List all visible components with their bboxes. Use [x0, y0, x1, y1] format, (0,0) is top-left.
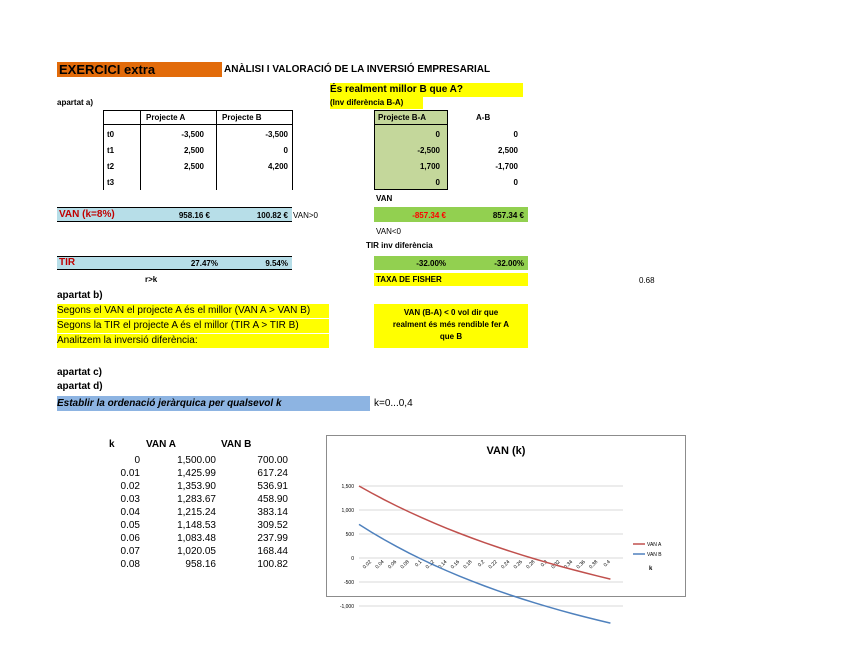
k-range: k=0...0,4	[374, 398, 413, 409]
van-compare: VAN>0	[293, 211, 318, 220]
x-tick-label: 0.16	[449, 559, 461, 571]
x-tick-label: 0.06	[387, 559, 399, 571]
legend-label: VAN A	[647, 542, 662, 548]
apartat-b-line2: Segons la TIR el projecte A és el millor (TIR A > TIR B)	[57, 319, 329, 333]
x-tick-label: 0.4	[602, 559, 612, 569]
question-sub: (Inv diferència B-A)	[330, 97, 423, 109]
rk-label: r>k	[145, 275, 158, 284]
x-tick-label: 0.12	[424, 559, 436, 571]
van-a-cell: 1,500.00	[177, 455, 216, 466]
van-b: 100.82 €	[256, 211, 288, 220]
k-cell: 0.07	[120, 546, 140, 557]
cell-ab: 2,500	[497, 146, 518, 155]
cell-a: 2,500	[183, 162, 204, 171]
k-cell: 0.01	[120, 468, 140, 479]
van-b-cell: 100.82	[257, 559, 288, 570]
van-a: 958.16 €	[178, 211, 210, 220]
k-cell: 0.08	[120, 559, 140, 570]
chart-title: VAN (k)	[486, 445, 526, 457]
van-b-cell: 700.00	[257, 455, 288, 466]
van-b-cell: 383.14	[257, 507, 288, 518]
k-header: k	[109, 439, 115, 450]
section-title: ANÀLISI I VALORACIÓ DE LA INVERSIÓ EMPRESARIAL	[224, 64, 491, 75]
y-tick-label: -1,000	[339, 604, 354, 610]
cell-b: 4,200	[267, 162, 288, 171]
van-a-cell: 958.16	[185, 559, 216, 570]
van-b-cell: 458.90	[257, 494, 288, 505]
row-label: t1	[107, 146, 115, 155]
van-a-cell: 1,083.48	[177, 533, 216, 544]
cell-ab: 0	[513, 178, 518, 187]
cell-ba: 0	[435, 178, 440, 187]
van-label: VAN (k=8%)	[59, 209, 115, 220]
legend-label: VAN B	[647, 552, 662, 558]
question-text: És realment millor B que A?	[330, 83, 523, 97]
y-tick-label: 1,500	[341, 484, 354, 490]
cell-b: -3,500	[265, 130, 288, 139]
col-projecte-ba: Projecte B-A	[378, 113, 427, 122]
x-tick-label: 0.08	[399, 559, 411, 571]
exercici-title: EXERCICI extra	[57, 62, 222, 77]
col-ab: A-B	[476, 113, 491, 122]
tir-a: 27.47%	[190, 259, 218, 268]
x-tick-label: 0.36	[575, 559, 587, 571]
tir-head: TIR inv diferència	[366, 241, 433, 250]
k-cell: 0	[134, 455, 140, 466]
series-line-van-b	[359, 524, 610, 623]
k-cell: 0.03	[120, 494, 140, 505]
cell-a: 2,500	[183, 146, 204, 155]
van-a-cell: 1,020.05	[177, 546, 216, 557]
van-a-cell: 1,283.67	[177, 494, 216, 505]
x-tick-label: 0.18	[462, 559, 474, 571]
establir-text: Establir la ordenació jeràrquica per qualsevol k	[57, 396, 370, 411]
series-line-van-a	[359, 486, 610, 579]
k-cell: 0.05	[120, 520, 140, 531]
van-b-cell: 617.24	[257, 468, 288, 479]
van-a-cell: 1,353.90	[177, 481, 216, 492]
row-label: t2	[107, 162, 115, 171]
cell-a: -3,500	[181, 130, 204, 139]
x-tick-label: 0.2	[476, 559, 487, 569]
apartat-a-label: apartat a)	[57, 98, 94, 107]
row-label: t0	[107, 130, 115, 139]
van-k-chart	[326, 435, 686, 610]
cell-ab: -1,700	[495, 162, 518, 171]
apartat-b-line1: Segons el VAN el projecte A és el millor (VAN A > VAN B)	[57, 304, 329, 318]
conclusion-box: VAN (B-A) < 0 vol dir que realment és més rendible fer A que B	[374, 304, 528, 348]
fisher-value: 0.68	[639, 276, 655, 285]
k-cell: 0.02	[120, 481, 140, 492]
x-tick-label: 0.26	[512, 559, 524, 571]
cell-ba: 0	[435, 130, 440, 139]
y-tick-label: 1,000	[341, 508, 354, 514]
row-label: t3	[107, 178, 115, 187]
apartat-d-label: apartat d)	[57, 381, 103, 392]
y-tick-label: 500	[345, 532, 354, 538]
col-projecte-a: Projecte A	[146, 113, 186, 122]
x-tick-label: 0.38	[588, 559, 600, 571]
van-a-header: VAN A	[146, 439, 176, 450]
y-tick-label: -500	[343, 580, 354, 586]
fisher-label: TAXA DE FISHER	[374, 273, 528, 286]
x-tick-label: 0.14	[437, 559, 449, 571]
van-a-cell: 1,148.53	[177, 520, 216, 531]
van-ba: -857.34 €	[412, 211, 446, 220]
van-ab: 857.34 €	[492, 211, 524, 220]
tir-ba: -32.00%	[416, 259, 446, 268]
x-tick-label: 0.28	[525, 559, 537, 571]
van-note: VAN<0	[376, 227, 401, 236]
tir-b: 9.54%	[265, 259, 288, 268]
x-tick-label: 0.02	[361, 559, 373, 571]
van-a-cell: 1,425.99	[177, 468, 216, 479]
k-cell: 0.04	[120, 507, 140, 518]
van-b-cell: 309.52	[257, 520, 288, 531]
apartat-b-line3: Analitzem la inversió diferència:	[57, 334, 329, 348]
apartat-b-label: apartat b)	[57, 290, 103, 301]
x-axis-label: k	[649, 566, 653, 572]
van-a-cell: 1,215.24	[177, 507, 216, 518]
x-tick-label: 0.1	[414, 559, 424, 569]
x-tick-label: 0.32	[550, 559, 562, 571]
cell-ba: -2,500	[417, 146, 440, 155]
chart-svg	[327, 436, 685, 610]
x-tick-label: 0.04	[374, 559, 386, 571]
x-tick-label: 0.34	[563, 559, 575, 571]
y-tick-label: 0	[351, 556, 354, 562]
tir-label: TIR	[59, 257, 76, 268]
k-cell: 0.06	[120, 533, 140, 544]
x-tick-label: 0.3	[539, 559, 549, 569]
col-projecte-b: Projecte B	[222, 113, 262, 122]
cell-ba: 1,700	[419, 162, 440, 171]
van-b-header: VAN B	[221, 439, 252, 450]
x-tick-label: 0.24	[500, 559, 512, 571]
cell-b: 0	[283, 146, 288, 155]
apartat-c-label: apartat c)	[57, 367, 103, 378]
van-b-cell: 237.99	[257, 533, 288, 544]
cell-ab: 0	[513, 130, 518, 139]
van-b-cell: 536.91	[257, 481, 288, 492]
x-tick-label: 0.22	[487, 559, 499, 571]
van-head: VAN	[376, 194, 393, 203]
van-b-cell: 168.44	[257, 546, 288, 557]
tir-ab: -32.00%	[494, 259, 524, 268]
